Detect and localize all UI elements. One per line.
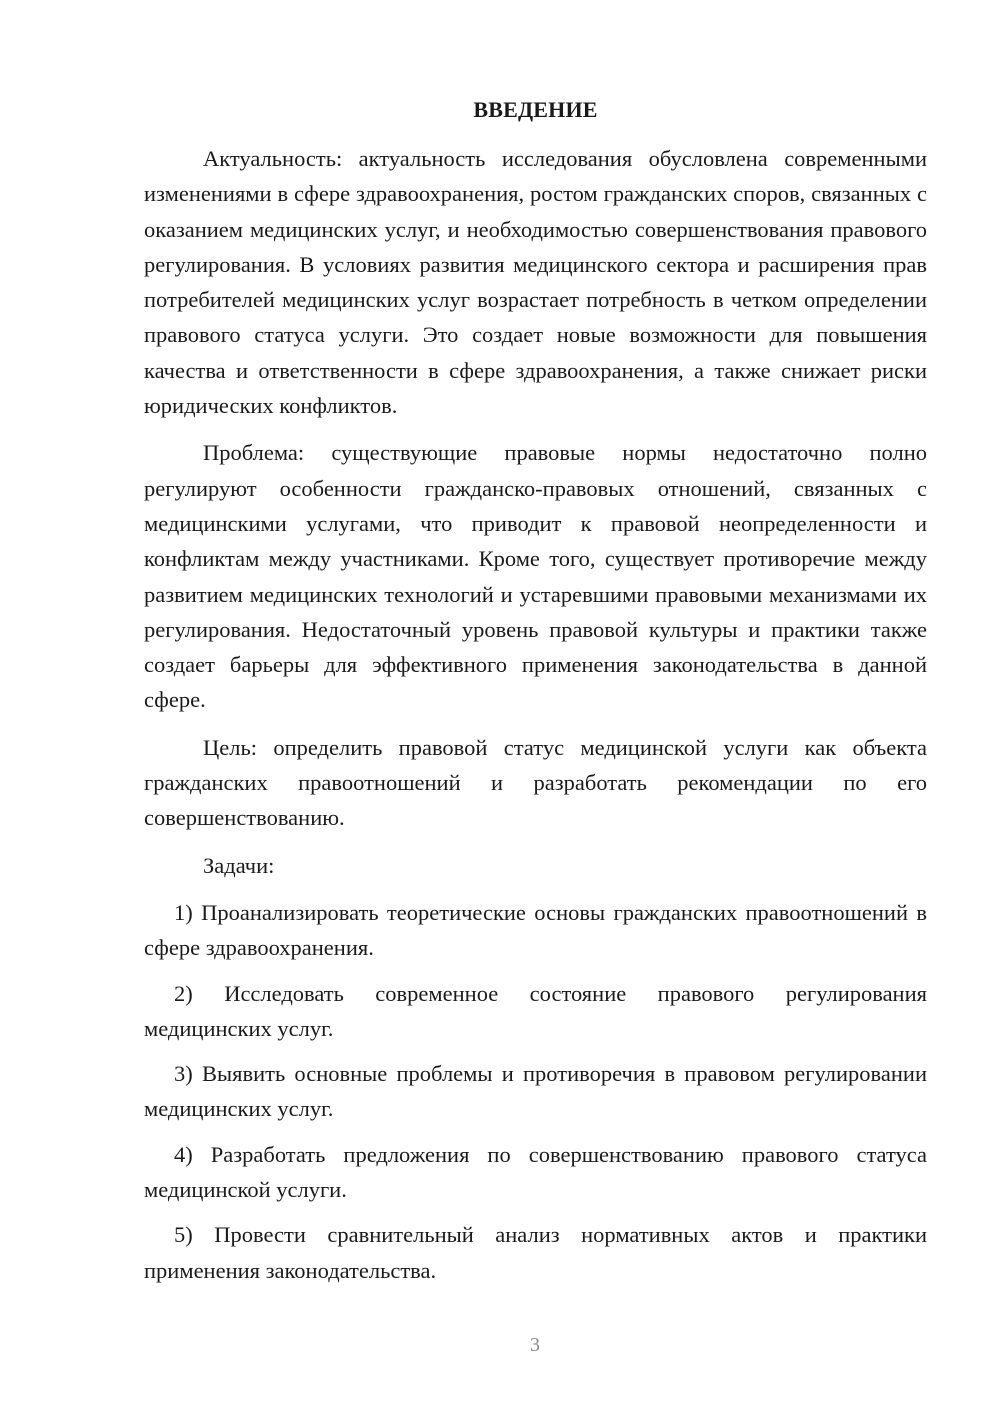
paragraph-goal: Цель: определить правовой статус медицинской услуги как объекта гражданских правоотношений и разработать рекомендации по его совершенствованию. bbox=[144, 734, 927, 831]
paragraph-relevance: Актуальность: актуальность исследования обусловлена современными изменениями в сфере здравоохранения, ростом гражданских споров, связанных с оказанием медицинских услуг, и необходимостью совершенствования правового регулирования. В условиях развития медицинского сектора и расширения прав потребителей медицинских услуг возрастает потребность в четком определении правового статуса услуги. Это создает новые возможности для повышения качества и ответственности в сфере здравоохранения, а также снижает риски юридических конфликтов. bbox=[144, 146, 927, 419]
task-item-1: 1) Проанализировать теоретические основы гражданских правоотношений в сфере здравоохранения. bbox=[144, 899, 927, 961]
task-item-4: 4) Разработать предложения по совершенствованию правового статуса медицинской услуги. bbox=[144, 1141, 927, 1203]
paragraph-problem: Проблема: существующие правовые нормы недостаточно полно регулируют особенности гражданско-правовых отношений, связанных с медицинскими услугами, что приводит к правовой неопределенности и конфликтам между участниками. Кроме того, существует противоречие между развитием медицинских технологий и устаревшими правовыми механизмами их регулирования. Недостаточный уровень правовой культуры и практики также создает барьеры для эффективного применения законодательства в данной сфере. bbox=[144, 440, 927, 713]
page-title: ВВЕДЕНИЕ bbox=[473, 97, 598, 122]
page-number: 3 bbox=[530, 1334, 540, 1356]
task-item-3: 3) Выявить основные проблемы и противоречия в правовом регулировании медицинских услуг. bbox=[144, 1061, 927, 1122]
tasks-label: Задачи: bbox=[203, 852, 275, 878]
task-item-2: 2) Исследовать современное состояние правового регулирования медицинских услуг. bbox=[144, 980, 927, 1041]
document-page bbox=[144, 92, 927, 1298]
task-item-5: 5) Провести сравнительный анализ нормативных актов и практики применения законодательства. bbox=[144, 1222, 927, 1283]
